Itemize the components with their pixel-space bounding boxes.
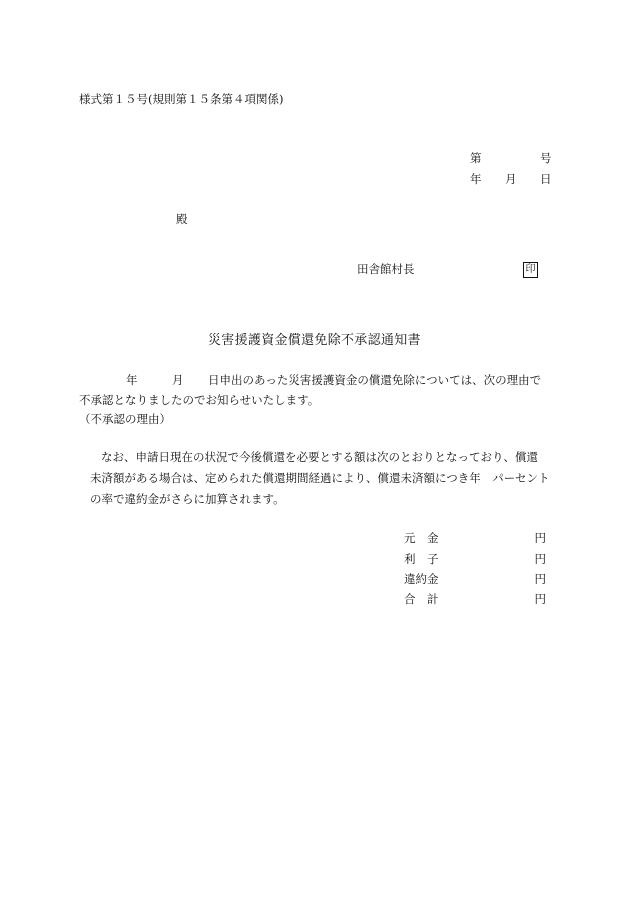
amount-row-penalty [404,574,546,588]
seal-character: 印 [523,262,538,278]
document-number-suffix: 号 [540,151,552,165]
document-title: 災害援護資金償還免除不承認通知書 [208,333,421,348]
amount-unit: 円 [534,552,546,566]
amount-row-total [404,594,546,608]
amount-label: 合 計 [404,592,439,606]
amount-row-principal [404,533,546,547]
body-year-placeholder: 年 [126,373,138,387]
body-paragraph2-line3: の率で違約金がさらに加算されます。 [90,492,285,506]
issuer-title: 田舎館村長 [357,262,415,276]
amount-unit: 円 [534,572,546,586]
amount-row-interest [404,554,546,568]
body-paragraph2-line1: なお、申請日現在の状況で今後償還を必要とする額は次のとおりとなっており、償還 [101,450,538,464]
amount-label: 利 子 [404,552,439,566]
reason-heading: （不承認の理由） [79,412,171,426]
amount-unit: 円 [534,592,546,606]
amount-label: 元 金 [404,531,439,545]
body-paragraph1-line2: 不承認となりましたのでお知らせいたします。 [79,393,320,407]
date-day: 日 [540,172,552,186]
form-number-label: 様式第１５号(規則第１５条第４項関係) [79,92,284,106]
document-number-prefix: 第 [470,151,482,165]
body-paragraph1-line1: 日申出のあった災害援護資金の償還免除については、次の理由で [208,373,542,387]
amount-label: 違約金 [404,572,439,586]
addressee-honorific: 殿 [176,212,188,226]
date-month: 月 [505,172,517,186]
date-year: 年 [470,172,482,186]
amount-unit: 円 [534,531,546,545]
body-paragraph2-line2: 未済額がある場合は、定められた償還期間経過により、償還未済額につき年 パーセント [90,471,550,485]
seal-stamp-icon [523,262,538,278]
body-month-placeholder: 月 [172,373,184,387]
